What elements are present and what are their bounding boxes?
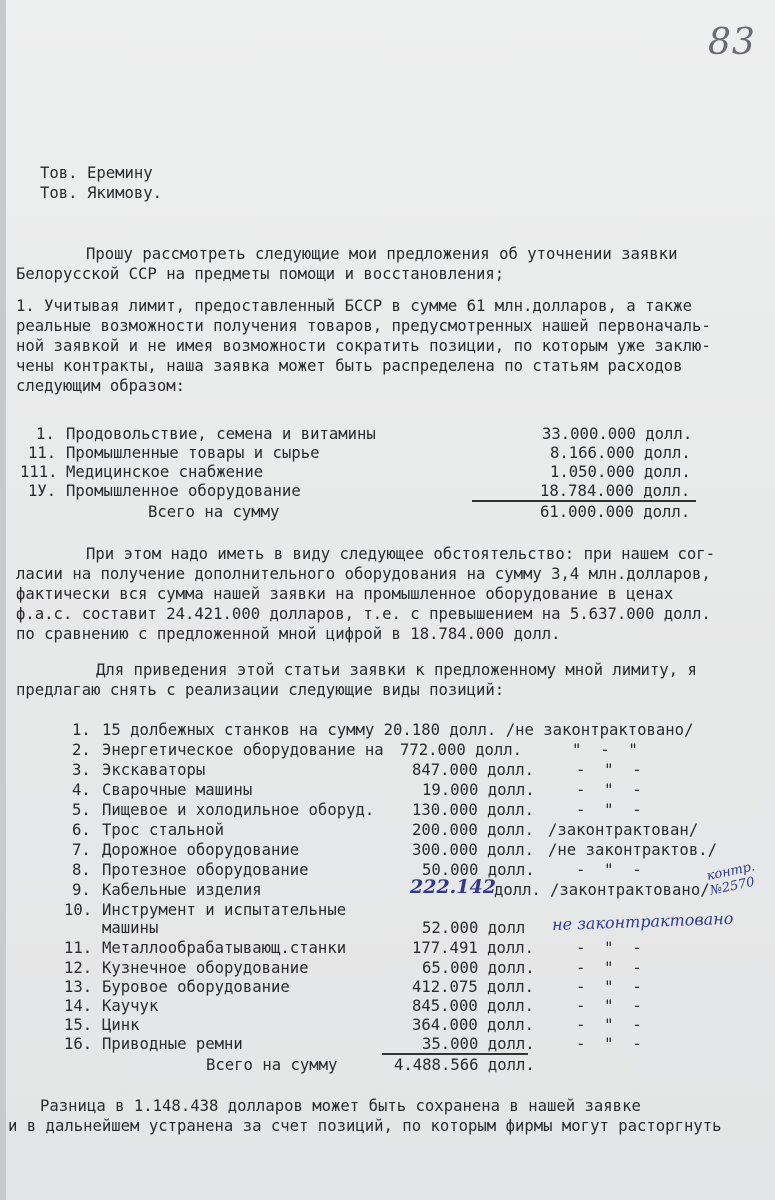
position-num: 12.: [64, 959, 93, 977]
position-name: Металлообрабатывающ.станки: [102, 939, 347, 957]
position-num: 9.: [72, 881, 91, 899]
position-num: 4.: [72, 781, 91, 799]
para3-line: предлагаю снять с реализации следующие виды позиций:: [16, 681, 505, 699]
para1-line: реальные возможности получения товаров, предусмотренных нашей первоначаль-: [16, 317, 711, 335]
para2-line: ласии на получение дополнительного оборудования на сумму 3,4 млн.долларов,: [16, 565, 711, 583]
position-amount: 845.000 долл.: [412, 997, 535, 1015]
budget-num: 111.: [20, 463, 58, 481]
addressee-2: Тов. Якимову.: [40, 184, 163, 202]
position-num: 16.: [64, 1035, 93, 1053]
position-note: - " -: [576, 997, 642, 1015]
position-name: Протезное оборудование: [102, 861, 309, 879]
budget-name: Медицинское снабжение: [66, 463, 264, 481]
position-name: машины: [102, 919, 159, 937]
position-num: 14.: [64, 997, 93, 1015]
budget-amount: 8.166.000 долл.: [550, 444, 691, 462]
positions-total-label: Всего на сумму: [206, 1056, 338, 1074]
budget-num: 1.: [36, 425, 55, 443]
position-amount: 65.000 долл.: [422, 959, 535, 977]
position-name: Кабельные изделия: [102, 881, 262, 899]
position-note: - " -: [576, 959, 642, 977]
budget-num: 1У.: [28, 482, 57, 500]
position-num: 6.: [72, 821, 91, 839]
handwritten-amount-9: 222.142: [410, 876, 496, 898]
position-name: Экскаваторы: [102, 761, 206, 779]
position-note: - " -: [576, 801, 642, 819]
position-name: Каучук: [102, 997, 159, 1015]
position-name: Приводные ремни: [102, 1035, 243, 1053]
position-note: - " -: [576, 1016, 642, 1034]
position-name: Энергетическое оборудование на: [102, 741, 384, 759]
para4-line: Разница в 1.148.438 долларов может быть сохранена в нашей заявке: [40, 1097, 641, 1115]
position-amount: 364.000 долл.: [412, 1016, 535, 1034]
position-amount: 177.491 долл.: [412, 939, 535, 957]
position-amount: 130.000 долл.: [412, 801, 535, 819]
position-num: 3.: [72, 761, 91, 779]
budget-total: 61.000.000 долл.: [540, 503, 691, 521]
para2-line: фактически вся сумма нашей заявки на промышленное оборудование в ценах: [16, 585, 674, 603]
position-num: 10.: [64, 901, 93, 919]
position-num: 13.: [64, 978, 93, 996]
position-num: 11.: [64, 939, 93, 957]
position-num: 15.: [64, 1016, 93, 1034]
position-amount: 35.000 долл.: [422, 1035, 535, 1053]
para1-line: чены контракты, наша заявка может быть распределена по статьям расходов: [16, 357, 683, 375]
position-note: - " -: [576, 939, 642, 957]
budget-amount: 33.000.000 долл.: [542, 425, 693, 443]
position-note: /не законтрактов./: [548, 841, 717, 859]
position-unit: долл.: [494, 881, 541, 899]
position-amount: 50.000 долл.: [422, 861, 535, 879]
position-name: Инструмент и испытательные: [102, 901, 347, 919]
para1-line: 1. Учитывая лимит, предоставленный БССР в сумме 61 млн.долларов, а также: [16, 297, 692, 315]
position-amount: 300.000 долл.: [412, 841, 535, 859]
budget-name: Промышленные товары и сырье: [66, 444, 320, 462]
budget-name: Продовольствие, семена и витамины: [66, 425, 376, 443]
scan-edge: [0, 0, 6, 1200]
position-name: Сварочные машины: [102, 781, 253, 799]
position-amount: 847.000 долл.: [412, 761, 535, 779]
para4-line: и в дальнейшем устранена за счет позиций, по которым фирмы могут расторгнуть: [8, 1117, 722, 1135]
budget-amount: 18.784.000 долл.: [540, 482, 691, 500]
position-num: 5.: [72, 801, 91, 819]
position-amount: 200.000 долл.: [412, 821, 535, 839]
position-name: Цинк: [102, 1016, 140, 1034]
position-note: " - ": [572, 741, 638, 759]
position-num: 7.: [72, 841, 91, 859]
para1-line: ной заявкой и не имея возможности сократить позиции, по которым уже заклю-: [16, 337, 711, 355]
position-note: /законтрактован/: [548, 821, 699, 839]
position-amount: 412.075 долл.: [412, 978, 535, 996]
page-number: 83: [708, 22, 756, 63]
intro-line: Прошу рассмотреть следующие мои предложения об уточнении заявки: [86, 245, 678, 263]
position-note: - " -: [576, 781, 642, 799]
para1-line: следующим образом:: [16, 377, 185, 395]
position-amount: 52.000 долл: [422, 919, 526, 937]
budget-num: 11.: [28, 444, 57, 462]
position-amount: 772.000 долл.: [400, 741, 523, 759]
position-name: Пищевое и холодильное оборуд.: [102, 801, 375, 819]
position-name: Трос стальной: [102, 821, 225, 839]
positions-total: 4.488.566 долл.: [394, 1056, 535, 1074]
position-note: - " -: [576, 1035, 642, 1053]
budget-amount: 1.050.000 долл.: [550, 463, 691, 481]
para3-line: Для приведения этой статьи заявки к предложенному мной лимиту, я: [96, 661, 697, 679]
position-amount: 19.000 долл.: [422, 781, 535, 799]
intro-line: Белорусской ССР на предметы помощи и восстановления;: [16, 265, 505, 283]
para2-line: ф.а.с. составит 24.421.000 долларов, т.е. с превышением на 5.637.000 долл.: [16, 605, 711, 623]
para2-line: При этом надо иметь в виду следующее обстоятельство: при нашем сог-: [86, 545, 716, 563]
position-num: 1.: [72, 721, 91, 739]
budget-name: Промышленное оборудование: [66, 482, 301, 500]
position-name: Буровое оборудование: [102, 978, 290, 996]
position-name: Дорожное оборудование: [102, 841, 300, 859]
handwritten-contract-number: контр. №2570: [705, 859, 757, 899]
position-note: - " -: [576, 761, 642, 779]
addressee-1: Тов. Еремину: [40, 164, 153, 182]
para2-line: по сравнению с предложенной мной цифрой в 18.784.000 долл.: [16, 625, 561, 643]
position-name: Кузнечное оборудование: [102, 959, 309, 977]
budget-total-label: Всего на сумму: [148, 503, 280, 521]
position-note: - " -: [576, 978, 642, 996]
position-num: 8.: [72, 861, 91, 879]
position-note: - " -: [576, 861, 642, 879]
position-note: /законтрактовано/: [550, 881, 710, 899]
position-name: 15 долбежных станков на сумму 20.180 долл. /не законтрактовано/: [102, 721, 694, 739]
handwritten-not-contracted: не законтрактовано: [551, 908, 734, 935]
position-num: 2.: [72, 741, 91, 759]
